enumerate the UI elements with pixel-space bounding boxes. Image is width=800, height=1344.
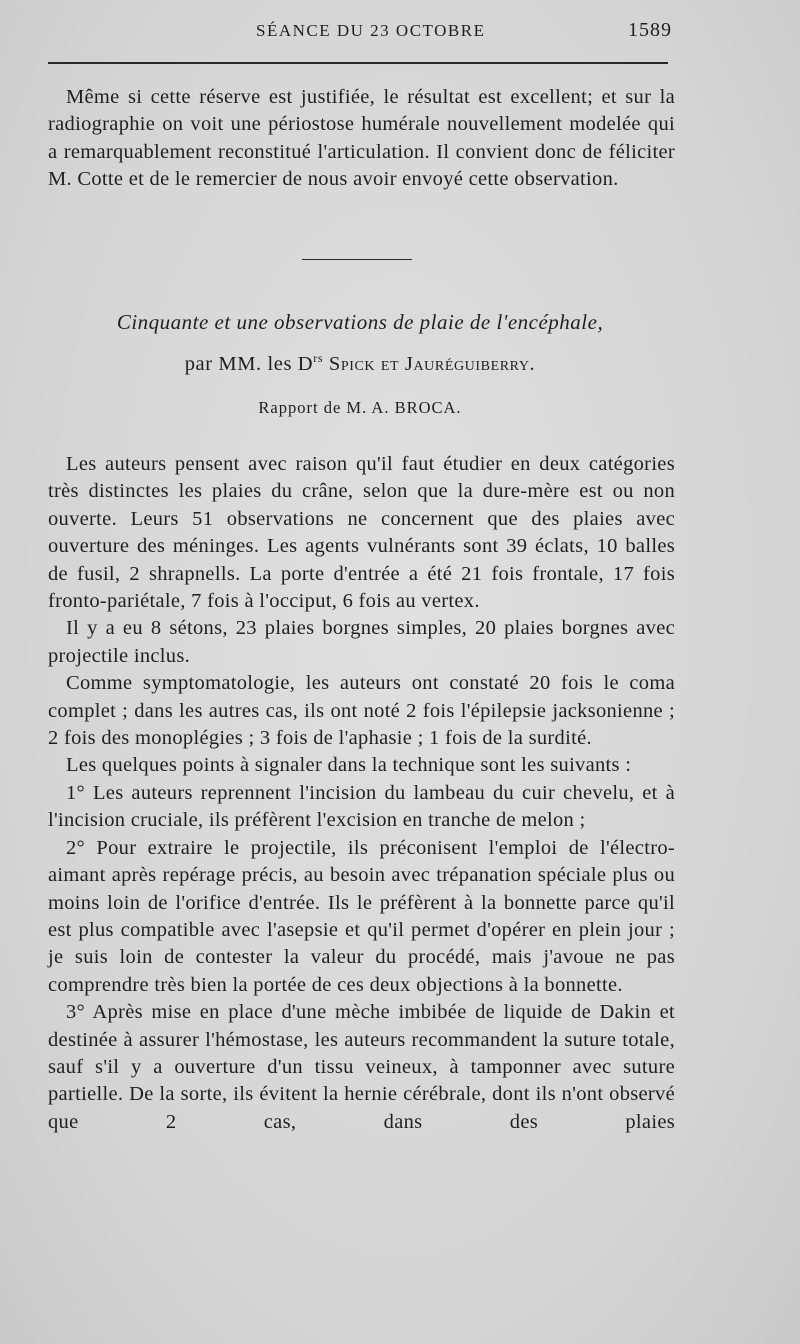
body-paragraph-5: 1° Les auteurs reprennent l'incision du lambeau du cuir chevelu, et à l'incision cruciale, ils préfèrent l'excision en tranche de melon ; [48, 781, 675, 832]
body-paragraph-3: Comme symptomatologie, les auteurs ont constaté 20 fois le coma complet ; dans les autres cas, ils ont noté 2 fois l'épilepsie jacksonienne ; 2 fois des monoplégies ; 3 fois de l'aphasie ; 1 fois de la surdité. [48, 672, 675, 750]
authors-superscript: rs [313, 351, 324, 365]
intro-block [48, 84, 675, 194]
report-byline: Rapport de M. A. BROCA. [258, 398, 462, 417]
header-rule [48, 62, 668, 64]
authors-names: Spick et Jauréguiberry. [328, 352, 536, 375]
running-head [0, 18, 800, 48]
article-title: Cinquante et une observations de plaie de l'encéphale, [116, 310, 604, 334]
body-paragraph-1: Les auteurs pensent avec raison qu'il faut étudier en deux catégories très distinctes les plaies du crâne, selon que la dure-mère est ou non ouverte. Leurs 51 observations ne concernent que des plaies avec ouverture des méninges. Les agents vulnérants sont 39 éclats, 10 balles de fusil, 2 shrapnells. La porte d'entrée a été 21 fois frontale, 17 fois fronto-pariétale, 7 fois à l'occiput, 6 fois au vertex. [48, 453, 675, 613]
body-paragraph-4: Les quelques points à signaler dans la technique sont les suivants : [66, 754, 632, 777]
article-authors [0, 351, 720, 376]
section-separator-rule [302, 259, 412, 260]
body-paragraph-2: Il y a eu 8 sétons, 23 plaies borgnes simples, 20 plaies borgnes avec projectile inclus. [48, 617, 675, 667]
article-body [48, 451, 675, 1136]
running-head-title: SÉANCE DU 23 OCTOBRE [256, 21, 486, 40]
page-number: 1589 [628, 19, 672, 41]
body-paragraph-6: 2° Pour extraire le projectile, ils préconisent l'emploi de l'électro-aimant après repérage précis, au besoin avec trépanation spéciale plus ou moins loin de l'orifice d'entrée. Ils le préfèrent à la bonnette parce qu'il est plus compatible avec l'asepsie et qu'il permet d'opérer en plein jour ; je suis loin de contester la valeur du procédé, mais j'avoue ne pas comprendre très bien la portée de ces deux objections à la bonnette. [48, 836, 675, 996]
body-paragraph-7: 3° Après mise en place d'une mèche imbibée de liquide de Dakin et destinée à assurer l'hémostase, les auteurs recommandent la suture totale, sauf s'il y a ouverture d'un tissu veineux, à tamponner avec suture partielle. De la sorte, ils évitent la hernie cérébrale, dont ils n'ont observé que 2 cas, dans des plaies [48, 1001, 675, 1133]
authors-prefix: par MM. les D [184, 352, 314, 375]
intro-paragraph: Même si cette réserve est justifiée, le résultat est excellent; et sur la radiographie on voit une périostose humérale nouvellement modelée qui a remarquablement reconstitué l'articulation. Il convient donc de féliciter M. Cotte et de le remercier de nous avoir envoyé cette observation. [48, 86, 675, 191]
